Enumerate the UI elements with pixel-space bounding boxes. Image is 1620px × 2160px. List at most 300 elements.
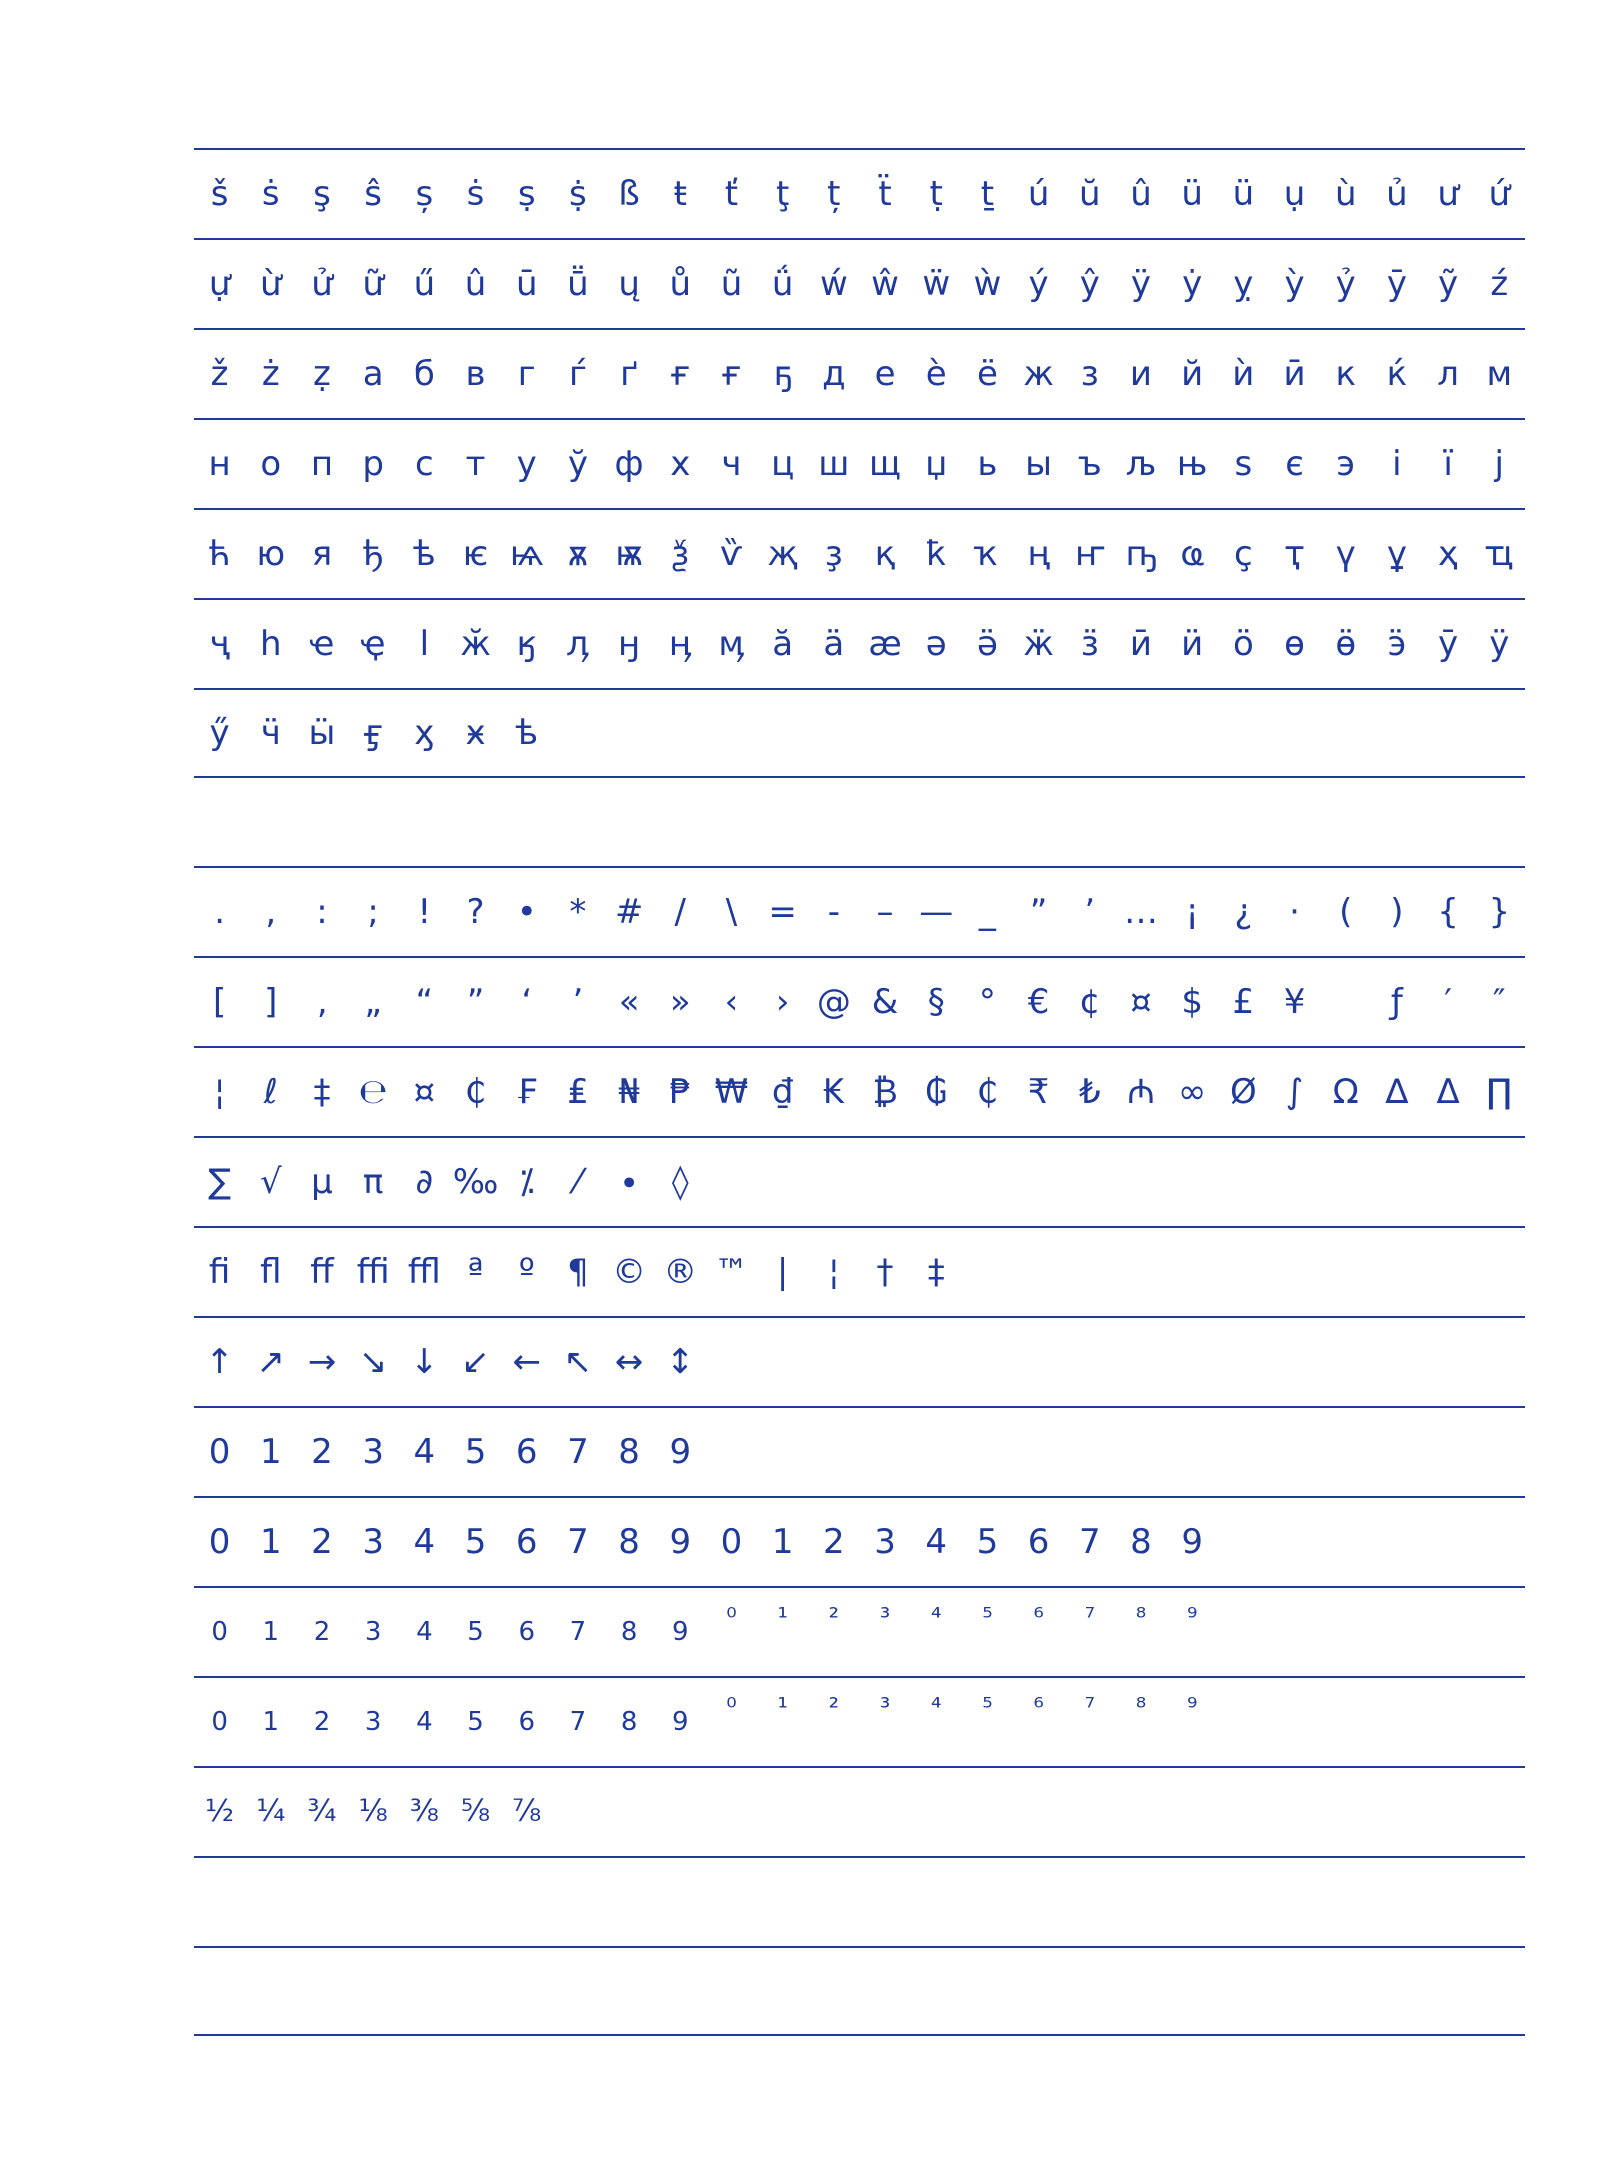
- glyph: 8: [618, 1432, 640, 1472]
- glyph: $: [1181, 982, 1203, 1022]
- glyph-row: [194, 1316, 1525, 1406]
- glyph: ²: [828, 1603, 840, 1633]
- glyph: 9: [669, 1522, 692, 1562]
- glyph: ѥ: [462, 534, 489, 574]
- glyph: ӂ: [460, 624, 491, 664]
- glyph: ѣ: [412, 534, 436, 574]
- glyph-row: [194, 1496, 1525, 1586]
- glyph: @: [816, 982, 851, 1022]
- glyph: 5: [464, 1432, 487, 1472]
- glyph: ⁰: [726, 1603, 737, 1633]
- glyph: 8: [620, 1707, 638, 1737]
- glyph: ъ: [1077, 444, 1102, 484]
- glyph: ∙: [618, 1162, 640, 1202]
- glyph: ừ: [260, 264, 282, 304]
- glyph: ų: [618, 264, 640, 304]
- glyph: ﬁ: [208, 1252, 231, 1292]
- glyph: ữ: [362, 264, 384, 304]
- glyph: 9: [672, 1617, 689, 1647]
- glyph: ў: [567, 444, 588, 484]
- glyph: ¹: [777, 1693, 788, 1723]
- glyph: 7: [569, 1707, 587, 1737]
- glyph: {: [1437, 892, 1459, 932]
- glyph: π: [362, 1162, 384, 1202]
- glyph: щ: [869, 444, 902, 484]
- glyph: ỵ: [1233, 264, 1254, 304]
- glyph: 7: [1078, 1522, 1101, 1562]
- glyph: ŵ: [871, 264, 899, 304]
- glyph: ӥ: [1181, 624, 1204, 664]
- glyph: ѣ: [515, 713, 539, 753]
- glyph: ?: [466, 892, 485, 932]
- glyph: ⁴: [931, 1603, 942, 1633]
- glyph: ӝ: [1023, 624, 1054, 664]
- glyph: ú: [1027, 174, 1050, 214]
- glyph: ӓ: [823, 624, 845, 664]
- glyph: ө: [1284, 624, 1305, 664]
- glyph: ť: [724, 174, 739, 214]
- glyph: ђ: [362, 534, 384, 574]
- glyph: ǘ: [771, 264, 794, 304]
- glyph: ∞: [1177, 1072, 1207, 1112]
- glyph: µ: [311, 1162, 333, 1202]
- glyph: ←: [512, 1342, 541, 1382]
- glyph: Ø: [1229, 1072, 1257, 1112]
- glyph: ҭ: [1284, 534, 1305, 574]
- glyph: ѫ: [567, 534, 589, 574]
- glyph: ⁸: [1135, 1693, 1147, 1723]
- glyph: ů: [669, 264, 692, 304]
- glyph: £: [1232, 982, 1255, 1022]
- glyph: ¦: [213, 1072, 226, 1112]
- glyph: ù: [1334, 174, 1357, 214]
- glyph: ↙: [461, 1342, 490, 1382]
- glyph: ü: [1181, 174, 1203, 214]
- glyph: ỳ: [1284, 264, 1305, 304]
- glyph: !: [417, 892, 432, 932]
- glyph: ₫: [771, 1072, 794, 1112]
- glyph: ӭ: [1387, 624, 1407, 664]
- glyph: 7: [567, 1432, 589, 1472]
- glyph: ’: [1084, 892, 1096, 932]
- glyph: ґ: [620, 354, 639, 394]
- glyph: 4: [416, 1617, 433, 1647]
- glyph: ⁹: [1186, 1693, 1198, 1723]
- glyph: ⁰: [726, 1693, 737, 1723]
- glyph-row: [194, 1136, 1525, 1226]
- glyph-row: [194, 148, 1525, 238]
- glyph: ↘: [358, 1342, 388, 1382]
- glyph-row: [194, 956, 1525, 1046]
- glyph: ц: [771, 444, 795, 484]
- glyph: ,: [265, 892, 277, 932]
- glyph: ű: [413, 264, 436, 304]
- glyph: _: [978, 892, 996, 932]
- glyph: з: [1080, 354, 1099, 394]
- glyph: ѯ: [671, 534, 690, 574]
- glyph: 5: [467, 1617, 484, 1647]
- glyph: ӎ: [718, 624, 745, 664]
- glyph: ң: [1027, 534, 1050, 574]
- glyph: ѭ: [615, 534, 644, 574]
- glyph: 0: [208, 1522, 231, 1562]
- glyph: ҫ: [1233, 534, 1253, 574]
- glyph: б: [413, 354, 435, 394]
- glyph-row: [194, 866, 1525, 956]
- glyph: ý: [1028, 264, 1049, 304]
- glyph: ↑: [205, 1342, 234, 1382]
- glyph: ỹ: [1438, 264, 1459, 304]
- glyph: ₩: [714, 1072, 749, 1112]
- glyph: ҳ: [1438, 534, 1459, 574]
- glyph: ҽ: [309, 624, 335, 664]
- glyph: ӫ: [1335, 624, 1357, 664]
- glyph: ⁹: [1186, 1603, 1198, 1633]
- glyph: ӛ: [976, 624, 998, 664]
- glyph: ғ: [670, 354, 691, 394]
- glyph: ѩ: [509, 534, 544, 574]
- glyph: ′: [1444, 982, 1452, 1022]
- glyph: ∫: [1285, 1072, 1304, 1112]
- glyph: у: [516, 444, 537, 484]
- glyph: ӈ: [617, 624, 641, 664]
- glyph: ‰: [452, 1162, 499, 1202]
- glyph: ₵: [976, 1072, 999, 1112]
- glyph: ₹: [1027, 1072, 1050, 1112]
- glyph: ṣ: [517, 174, 536, 214]
- glyph: •: [516, 892, 537, 932]
- glyph: 8: [1130, 1522, 1152, 1562]
- glyph: ¹: [777, 1603, 788, 1633]
- glyph: ₲: [925, 1072, 948, 1112]
- glyph-row: [194, 1226, 1525, 1316]
- glyph: ¡: [1185, 892, 1199, 932]
- glyph: ²: [828, 1693, 840, 1723]
- glyph: ӿ: [465, 713, 486, 753]
- glyph: ṭ: [929, 174, 943, 214]
- glyph: ]: [264, 982, 278, 1022]
- glyph: ţ: [775, 174, 790, 214]
- glyph: 1: [259, 1432, 282, 1472]
- glyph: ₱: [669, 1072, 692, 1112]
- glyph: җ: [767, 534, 798, 574]
- glyph: 1: [262, 1617, 280, 1647]
- glyph: ⁄: [575, 1162, 581, 1202]
- glyph: 4: [413, 1432, 436, 1472]
- glyph: ҷ: [209, 624, 230, 664]
- glyph: ứ: [1488, 174, 1511, 214]
- glyph: §: [927, 982, 945, 1022]
- glyph: ћ: [208, 534, 231, 574]
- glyph: 7: [569, 1617, 587, 1647]
- glyph: т: [465, 444, 486, 484]
- glyph: ҧ: [1125, 534, 1157, 574]
- glyph: …: [1123, 892, 1158, 932]
- glyph: ж: [1023, 354, 1054, 394]
- glyph: ӵ: [260, 713, 281, 753]
- glyph: 1: [262, 1707, 280, 1737]
- glyph: э: [1336, 444, 1356, 484]
- glyph: →: [307, 1342, 337, 1382]
- glyph: р: [362, 444, 384, 484]
- glyph: ⁵: [982, 1603, 993, 1633]
- glyph: «: [618, 982, 640, 1022]
- glyph: н: [208, 444, 231, 484]
- glyph: –: [876, 892, 894, 932]
- glyph: †: [876, 1252, 894, 1292]
- glyph: ↓: [410, 1342, 439, 1382]
- glyph: ü: [1232, 174, 1255, 214]
- glyph: ¶: [567, 1252, 589, 1292]
- glyph: 1: [259, 1522, 282, 1562]
- glyph: 1: [771, 1522, 794, 1562]
- glyph: 2: [823, 1522, 845, 1562]
- glyph: п: [310, 444, 334, 484]
- glyph-block-symbols: [194, 866, 1525, 2036]
- glyph: Ω: [1332, 1072, 1359, 1112]
- glyph: д: [822, 354, 846, 394]
- glyph: ф: [614, 444, 644, 484]
- glyph: ŝ: [364, 174, 383, 214]
- glyph: 7: [567, 1522, 589, 1562]
- glyph: м: [1486, 354, 1513, 394]
- glyph: Δ: [1436, 1072, 1460, 1112]
- glyph: ư: [1437, 174, 1459, 214]
- glyph: ҟ: [925, 534, 947, 574]
- glyph: 4: [416, 1707, 433, 1737]
- glyph: ț: [827, 174, 841, 214]
- glyph: ӑ: [772, 624, 794, 664]
- glyph: љ: [1125, 444, 1157, 484]
- glyph: ↔: [614, 1342, 644, 1382]
- glyph: 0: [720, 1522, 743, 1562]
- glyph-row: [194, 328, 1525, 418]
- glyph: ℮: [358, 1072, 388, 1112]
- glyph-block-letters: [194, 148, 1525, 778]
- glyph: ѓ: [568, 354, 587, 394]
- glyph: ә: [925, 624, 947, 664]
- glyph: ⁶: [1033, 1693, 1044, 1723]
- glyph: 6: [518, 1617, 535, 1647]
- glyph: 0: [208, 1432, 231, 1472]
- glyph: ự: [208, 264, 231, 304]
- glyph: ҕ: [773, 354, 792, 394]
- glyph: ⁷: [1084, 1603, 1095, 1633]
- glyph: ҵ: [1485, 534, 1513, 574]
- glyph: ṡ: [261, 174, 280, 214]
- glyph: 5: [467, 1707, 484, 1737]
- glyph: ³: [879, 1693, 891, 1723]
- glyph: š: [210, 174, 229, 214]
- glyph: |: [776, 1252, 789, 1292]
- glyph: 9: [672, 1707, 689, 1737]
- glyph: ӻ: [363, 713, 384, 753]
- glyph: ӕ: [868, 624, 902, 664]
- glyph: ⅞: [512, 1794, 542, 1829]
- glyph: и: [1129, 354, 1153, 394]
- glyph: ∑: [208, 1162, 232, 1202]
- glyph: ﬃ: [356, 1252, 390, 1292]
- glyph: ·: [1289, 892, 1300, 932]
- glyph: ₺: [1078, 1072, 1101, 1112]
- glyph: ž: [210, 354, 229, 394]
- glyph: ₵: [464, 1072, 487, 1112]
- glyph: 6: [518, 1707, 535, 1737]
- glyph: ҙ: [824, 534, 843, 574]
- glyph: ‘: [521, 982, 533, 1022]
- glyph: ): [1390, 892, 1404, 932]
- glyph: ↖: [563, 1342, 593, 1382]
- glyph: я: [311, 534, 333, 574]
- glyph: û: [1130, 174, 1152, 214]
- glyph: —: [919, 892, 954, 932]
- glyph: ќ: [1386, 354, 1408, 394]
- glyph: й: [1181, 354, 1204, 394]
- glyph-row: [194, 1586, 1525, 1676]
- glyph: :: [316, 892, 328, 932]
- glyph: √: [259, 1162, 282, 1202]
- glyph: ё: [976, 354, 998, 394]
- glyph: ṩ: [569, 174, 587, 214]
- glyph: а: [362, 354, 384, 394]
- glyph: ẅ: [922, 264, 951, 304]
- glyph: ӟ: [1080, 624, 1099, 664]
- glyph: ү: [1335, 534, 1356, 574]
- glyph: ử: [311, 264, 333, 304]
- glyph: ы: [1025, 444, 1053, 484]
- glyph: ҩ: [1180, 534, 1204, 574]
- glyph: -: [827, 892, 840, 932]
- glyph: ӆ: [566, 624, 590, 664]
- glyph: ›: [775, 982, 790, 1022]
- glyph-row: [194, 418, 1525, 508]
- glyph: *: [569, 892, 587, 932]
- glyph: ‡: [313, 1072, 331, 1112]
- glyph: х: [670, 444, 691, 484]
- glyph: .: [214, 892, 225, 932]
- glyph: ю: [256, 534, 286, 574]
- glyph: ј: [1494, 444, 1504, 484]
- glyph: ¥: [1283, 982, 1306, 1022]
- glyph: г: [517, 354, 536, 394]
- glyph: ƒ: [1390, 982, 1403, 1022]
- glyph: в: [465, 354, 486, 394]
- glyph: ⁵: [982, 1693, 993, 1723]
- glyph: ¼: [256, 1794, 286, 1829]
- glyph: ẗ: [878, 174, 892, 214]
- glyph: ғ: [721, 354, 742, 394]
- glyph: ӽ: [414, 713, 435, 753]
- glyph: ↕: [666, 1342, 695, 1382]
- glyph: }: [1488, 892, 1511, 932]
- glyph: ū: [515, 264, 538, 304]
- glyph: ¤: [413, 1072, 436, 1112]
- glyph: ụ: [1283, 174, 1306, 214]
- glyph: “: [415, 982, 434, 1022]
- glyph: ₿: [872, 1072, 898, 1112]
- glyph: џ: [925, 444, 948, 484]
- glyph: ч: [721, 444, 742, 484]
- glyph: =: [768, 892, 797, 932]
- glyph: ﬄ: [407, 1252, 441, 1292]
- glyph: ѐ: [925, 354, 947, 394]
- glyph: 0: [211, 1707, 228, 1737]
- glyph: һ: [260, 624, 282, 664]
- glyph: ӄ: [516, 624, 537, 664]
- glyph: \: [725, 892, 738, 932]
- glyph: ³: [879, 1603, 891, 1633]
- glyph: 6: [1027, 1522, 1050, 1562]
- glyph: с: [414, 444, 434, 484]
- glyph: ӯ: [1438, 624, 1459, 664]
- glyph: ◊: [671, 1162, 689, 1202]
- glyph: ﬀ: [310, 1252, 334, 1292]
- glyph: ”: [466, 982, 485, 1022]
- glyph: ↗: [256, 1342, 286, 1382]
- glyph: њ: [1176, 444, 1208, 484]
- glyph: ‹: [724, 982, 739, 1022]
- glyph-row: [194, 1946, 1525, 2036]
- glyph: &: [871, 982, 899, 1022]
- glyph: ß: [618, 174, 640, 214]
- glyph: о: [260, 444, 282, 484]
- glyph: 6: [515, 1432, 538, 1472]
- glyph: [: [212, 982, 227, 1022]
- glyph: ⅛: [358, 1794, 388, 1829]
- glyph: ҥ: [1074, 534, 1105, 574]
- glyph-row: [194, 508, 1525, 598]
- glyph: ҿ: [360, 624, 386, 664]
- glyph: ї: [1443, 444, 1453, 484]
- glyph: ₦: [618, 1072, 640, 1112]
- glyph: ’: [572, 982, 584, 1022]
- glyph: ș: [415, 174, 434, 214]
- glyph: л: [1437, 354, 1459, 394]
- glyph: ‚: [316, 982, 328, 1022]
- glyph: ™: [714, 1252, 749, 1292]
- glyph: ¦: [828, 1252, 840, 1292]
- glyph: ₣: [515, 1072, 538, 1112]
- glyph: ź: [1490, 264, 1509, 304]
- glyph: 8: [620, 1617, 638, 1647]
- glyph: ŧ: [673, 174, 687, 214]
- glyph: ş: [313, 174, 331, 214]
- glyph: ″: [1492, 982, 1506, 1022]
- glyph: ẓ: [313, 354, 331, 394]
- glyph: ¢: [1078, 982, 1101, 1022]
- glyph: 2: [311, 1432, 333, 1472]
- glyph: ѝ: [1232, 354, 1255, 394]
- glyph-row: [194, 1766, 1525, 1856]
- glyph: ủ: [1386, 174, 1408, 214]
- glyph: ª: [467, 1252, 484, 1292]
- glyph: 9: [669, 1432, 692, 1472]
- glyph: ⁴: [931, 1693, 942, 1723]
- glyph: ӹ: [308, 713, 336, 753]
- glyph: ẃ: [819, 264, 848, 304]
- glyph: ⁶: [1033, 1603, 1044, 1633]
- glyph: ż: [261, 354, 280, 394]
- glyph: ¿: [1234, 892, 1253, 932]
- glyph: ṡ: [466, 174, 485, 214]
- glyph-row: [194, 1406, 1525, 1496]
- glyph: ℓ: [263, 1072, 278, 1112]
- glyph: 9: [1181, 1522, 1203, 1562]
- glyph: є: [1285, 444, 1304, 484]
- glyph: ш: [818, 444, 850, 484]
- glyph: ⅜: [409, 1794, 439, 1829]
- glyph-row: [194, 238, 1525, 328]
